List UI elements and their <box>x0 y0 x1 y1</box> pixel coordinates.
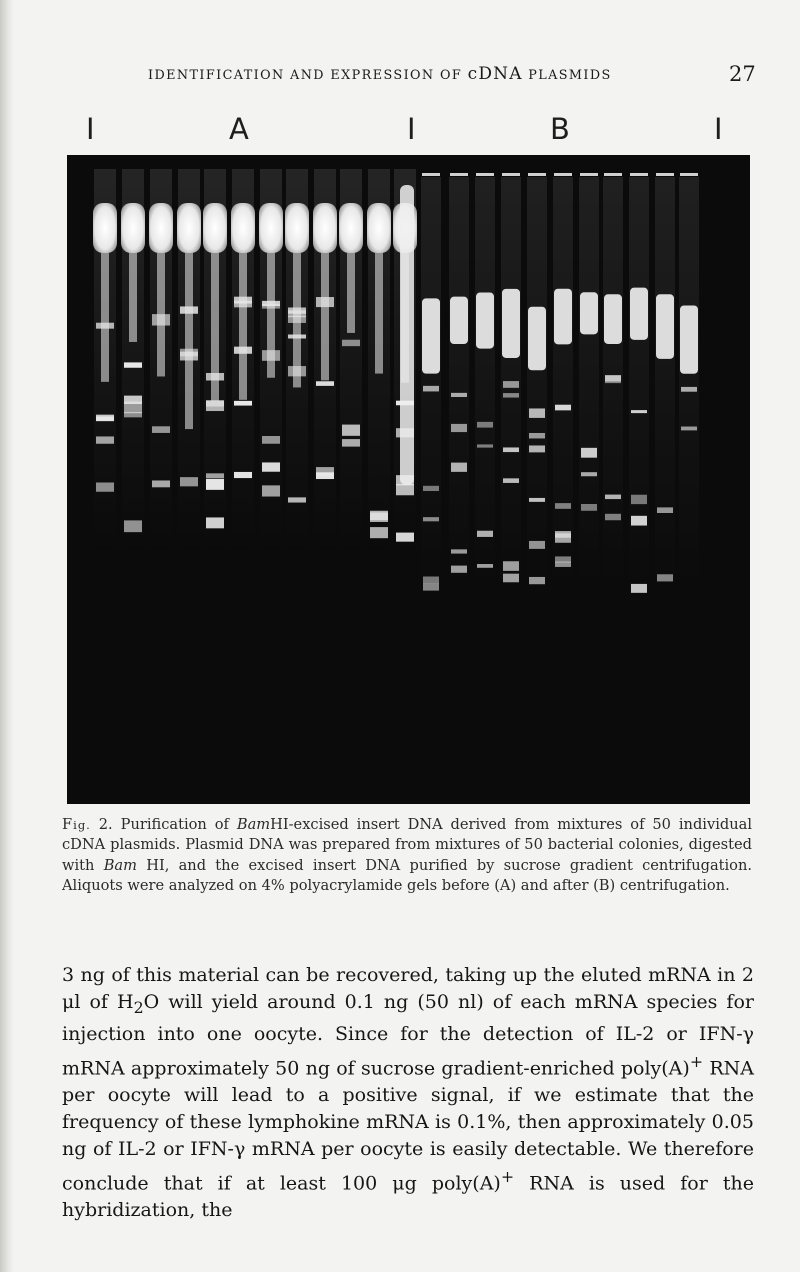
gel-band <box>288 497 306 502</box>
gel-band <box>180 306 198 313</box>
gel-band <box>681 387 697 392</box>
gel-well-band <box>656 173 674 176</box>
gel-label-b: B <box>550 112 570 146</box>
gel-streak <box>321 253 329 380</box>
gel-band <box>96 323 114 329</box>
gel-band <box>180 477 198 486</box>
gel-insert-band <box>528 307 546 371</box>
gel-band <box>262 485 280 496</box>
gel-well-band <box>502 173 520 176</box>
gel-band <box>451 566 467 573</box>
gel-band <box>631 495 647 504</box>
gel-band <box>581 504 597 511</box>
gel-streak <box>185 253 193 429</box>
gel-well-band <box>604 173 622 176</box>
gel-lane-smear <box>579 177 599 597</box>
gel-band <box>262 304 280 309</box>
gel-tall-streak <box>400 185 414 485</box>
gel-insert-band <box>680 305 698 373</box>
gel-band <box>477 531 493 537</box>
gel-well-band <box>367 203 391 253</box>
gel-band <box>342 340 360 346</box>
running-title: IDENTIFICATION AND EXPRESSION OF cDNA PLASMIDS <box>148 64 612 84</box>
gel-well-band <box>580 173 598 176</box>
figure-label: Fig. <box>62 816 91 833</box>
gel-band <box>529 433 545 438</box>
gel-band <box>206 517 224 528</box>
gel-well-band <box>203 203 227 253</box>
gel-band <box>124 362 142 367</box>
gel-band <box>529 445 545 452</box>
gel-band <box>477 422 493 428</box>
gel-band <box>477 444 493 447</box>
gel-band <box>124 520 142 532</box>
gel-band <box>152 314 170 325</box>
gel-band <box>96 483 114 492</box>
gel-band <box>529 408 545 417</box>
gel-well-band <box>313 203 337 253</box>
gel-insert-band <box>554 289 572 345</box>
gel-band <box>423 583 439 591</box>
gel-well-band <box>93 203 117 253</box>
gel-lane-smear <box>629 177 649 597</box>
gel-panel-labels <box>0 112 800 152</box>
gel-band <box>631 584 647 593</box>
gel-band <box>262 462 280 471</box>
gel-well-band <box>476 173 494 176</box>
gel-well-band <box>121 203 145 253</box>
gel-band <box>555 503 571 509</box>
gel-band <box>370 527 388 538</box>
gel-insert-band <box>656 294 674 359</box>
gel-streak <box>129 253 137 342</box>
gel-insert-band <box>580 292 598 334</box>
gel-band <box>555 562 571 567</box>
gel-well-band <box>422 173 440 176</box>
gel-band <box>206 479 224 490</box>
gel-band <box>529 541 545 549</box>
gel-band <box>206 373 224 381</box>
gel-well-band <box>554 173 572 176</box>
gel-band <box>555 405 571 411</box>
gel-band <box>96 415 114 421</box>
gel-band <box>581 472 597 476</box>
gel-band <box>681 427 697 431</box>
gel-divider-right: I <box>714 112 723 146</box>
page-number: 27 <box>729 62 756 86</box>
gel-divider-left: I <box>86 112 95 146</box>
gel-band <box>342 425 360 436</box>
gel-well-band <box>177 203 201 253</box>
gel-insert-band <box>422 298 440 373</box>
gel-lane-smear <box>655 177 675 597</box>
page-binding-shadow <box>0 0 14 1272</box>
gel-band <box>503 561 519 571</box>
gel-band <box>503 478 519 483</box>
gel-band <box>605 495 621 500</box>
gel-band <box>581 448 597 458</box>
gel-band <box>423 576 439 583</box>
gel-band <box>316 467 334 476</box>
gel-streak <box>347 253 355 333</box>
gel-well-band <box>231 203 255 253</box>
gel-insert-band <box>604 294 622 344</box>
gel-streak <box>239 253 247 400</box>
gel-band <box>451 393 467 397</box>
gel-well-band <box>259 203 283 253</box>
gel-band <box>503 574 519 583</box>
gel-lane-smear <box>603 177 623 597</box>
gel-lane-smear <box>527 177 547 597</box>
gel-electrophoresis-photo <box>67 155 750 804</box>
gel-band <box>503 447 519 452</box>
gel-band <box>605 376 621 383</box>
gel-streak <box>375 253 383 374</box>
gel-band <box>342 439 360 447</box>
gel-band <box>555 533 571 542</box>
gel-well-band <box>680 173 698 176</box>
gel-band <box>124 396 142 404</box>
gel-band <box>423 517 439 521</box>
gel-band <box>288 366 306 376</box>
gel-band <box>423 486 439 491</box>
gel-label-a: A <box>229 112 249 146</box>
body-paragraph: 3 ng of this material can be recovered, taking up the eluted mRNA in 2 μl of $H_2O$ will yield around 0.1 ng (50 nl) of each mRNA species for injection into one oocyte. Since for the detection of IL-2 or IFN-γ mRNA approximately 50 ng of sucrose gradient-enriched poly(A)+ RNA per oocyte will lead to a positive signal, if we estimate that the frequency of these lymphokine mRNA is 0.1%, then approximately 0.05 ng of IL-2 or IFN-γ mRNA per oocyte is easily detectable. We therefore conclude that if at least 100 μg poly(A)+ RNA is used for the hybridization, the <box>62 964 754 1222</box>
gel-well-band <box>285 203 309 253</box>
gel-band <box>152 426 170 433</box>
gel-band <box>657 574 673 581</box>
gel-insert-band <box>476 293 494 349</box>
gel-band <box>234 347 252 354</box>
gel-insert-band <box>630 288 648 340</box>
gel-band <box>234 472 252 478</box>
gel-band <box>605 514 621 520</box>
gel-divider-middle: I <box>407 112 416 146</box>
gel-band <box>152 480 170 487</box>
gel-insert-band <box>450 297 468 344</box>
gel-band <box>206 400 224 406</box>
gel-band <box>657 507 673 513</box>
gel-band <box>451 463 467 472</box>
gel-well-band <box>339 203 363 253</box>
gel-band <box>288 335 306 339</box>
gel-band <box>96 436 114 443</box>
gel-lane-smear <box>449 177 469 597</box>
gel-band <box>503 393 519 397</box>
gel-band <box>631 516 647 526</box>
gel-band <box>262 350 280 361</box>
gel-well-band <box>528 173 546 176</box>
gel-band <box>396 533 414 542</box>
figure-caption: Fig. 2. Purification of BamHI-excised insert DNA derived from mixtures of 50 individual cDNA plasmids. Plasmid DNA was prepared from mixtures of 50 bacterial colonies, digested with Bam HI, and the excised insert DNA purified by sucrose gradient centrifugation. Aliquots were analyzed on 4% polyacrylamide gels before (A) and after (B) centrifugation. <box>62 816 752 895</box>
gel-band <box>451 424 467 432</box>
gel-band <box>206 473 224 478</box>
gel-band <box>234 401 252 406</box>
gel-band <box>370 513 388 522</box>
gel-band <box>180 349 198 357</box>
gel-band <box>503 381 519 388</box>
gel-band <box>288 316 306 323</box>
gel-band <box>631 410 647 413</box>
gel-well-band <box>149 203 173 253</box>
gel-band <box>316 381 334 386</box>
gel-well-band <box>630 173 648 176</box>
gel-band <box>262 436 280 444</box>
gel-band <box>451 549 467 553</box>
gel-well-band <box>450 173 468 176</box>
gel-band <box>234 297 252 304</box>
gel-band <box>529 577 545 584</box>
gel-streak <box>101 253 109 382</box>
gel-insert-band <box>502 289 520 358</box>
gel-band <box>316 297 334 307</box>
gel-band <box>477 564 493 568</box>
gel-band <box>423 386 439 392</box>
gel-band <box>396 484 414 495</box>
page-header <box>0 62 800 92</box>
gel-band <box>529 498 545 502</box>
